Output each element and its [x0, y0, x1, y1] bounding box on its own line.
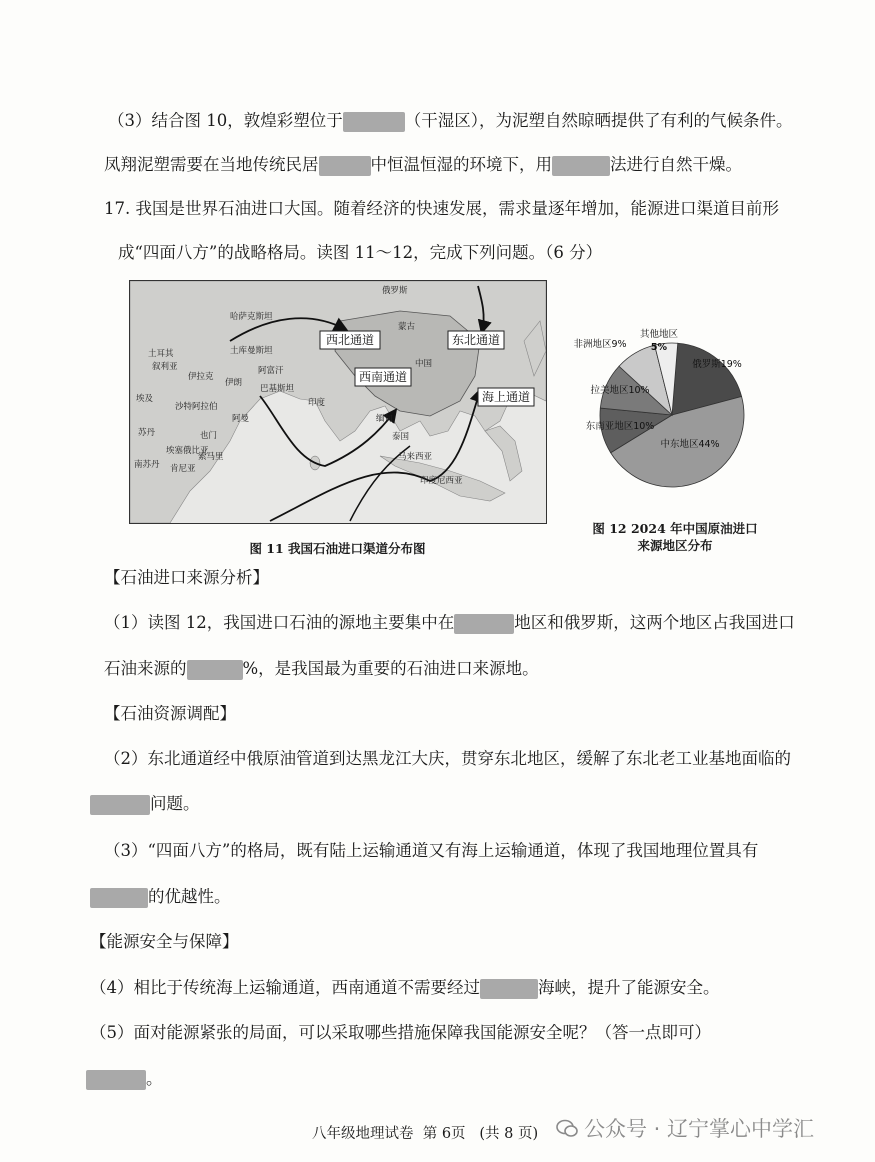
label-afghanistan: 阿富汗	[258, 366, 284, 376]
answer-blank[interactable]	[552, 156, 610, 176]
q16-3-text-d: 中恒温恒湿的环境下，用	[370, 155, 552, 174]
pie-label-4: 非洲地区9%	[573, 339, 627, 350]
label-iraq: 伊拉克	[188, 372, 214, 382]
q1-text-b: 地区和俄罗斯，这两个地区占我国进口	[514, 613, 795, 632]
label-sudan: 苏丹	[138, 428, 156, 438]
label-ethiopia: 埃塞俄比亚	[166, 446, 209, 456]
q5-text-b: 。	[146, 1069, 163, 1088]
oil-import-route-map	[129, 280, 547, 524]
label-yemen: 也门	[200, 431, 218, 441]
q17-stem-line1: 17. 我国是世界石油进口大国。随着经济的快速发展，需求量逐年增加，能源进口渠道目前形	[104, 199, 779, 218]
route-label-southwest	[355, 368, 411, 386]
section-oil-source-analysis: 【石油进口来源分析】	[104, 568, 269, 587]
label-saudi: 沙特阿拉伯	[175, 402, 218, 412]
q16-3-line1	[108, 110, 793, 132]
pie-caption-line2: 来源地区分布	[637, 538, 713, 553]
label-iran: 伊朗	[225, 378, 243, 388]
oil-source-pie-chart	[562, 323, 762, 503]
pie-label-0: 俄罗斯19%	[692, 359, 742, 370]
q16-3-line2	[104, 154, 742, 176]
answer-blank[interactable]	[86, 1070, 146, 1090]
page-footer: 八年级地理试卷 第 6页 (共 8 页)	[312, 1126, 539, 1142]
svg-text:海上通道: 海上通道	[481, 390, 531, 404]
q1-line2	[104, 658, 539, 680]
map-svg	[130, 281, 546, 523]
q17-stem-line2: 成“四面八方”的战略格局。读图 11～12，完成下列问题。（6 分）	[118, 243, 603, 262]
q2-line2	[90, 793, 200, 815]
q5-line2	[86, 1068, 163, 1090]
watermark	[556, 1113, 814, 1143]
answer-blank[interactable]	[187, 660, 243, 680]
label-kenya: 肯尼亚	[170, 464, 196, 474]
pie-label-other-pct: 5%	[650, 342, 668, 353]
pie-caption	[575, 520, 775, 554]
label-turkey: 土耳其	[148, 349, 174, 359]
svg-text:西南通道: 西南通道	[358, 370, 408, 384]
label-south-sudan: 南苏丹	[134, 460, 160, 470]
label-pakistan: 巴基斯坦	[260, 384, 295, 394]
pie-caption-line1: 图 12 2024 年中国原油进口	[592, 521, 758, 536]
label-malaysia: 马来西亚	[398, 452, 433, 462]
q4-line	[90, 977, 720, 999]
route-label-maritime	[478, 388, 534, 406]
q5-line1: （5）面对能源紧张的局面，可以采取哪些措施保障我国能源安全呢？（答一点即可）	[90, 1023, 711, 1042]
section-energy-security: 【能源安全与保障】	[90, 932, 239, 951]
route-label-northwest	[320, 331, 380, 349]
q3-line1: （3）“四面八方”的格局，既有陆上运输通道又有海上运输通道，体现了我国地理位置具有	[104, 841, 759, 860]
q16-3-text-e: 法进行自然干燥。	[610, 155, 742, 174]
label-egypt: 埃及	[136, 394, 154, 404]
route-label-northeast	[448, 331, 504, 349]
pie-label-3: 拉美地区10%	[590, 385, 650, 396]
q2-line1: （2）东北通道经中俄原油管道到达黑龙江大庆，贯穿东北地区，缓解了东北老工业基地面临的	[104, 749, 791, 768]
answer-blank[interactable]	[454, 614, 514, 634]
watermark-text: 公众号 · 辽宁掌心中学汇	[584, 1117, 815, 1141]
wechat-icon	[556, 1119, 578, 1139]
label-oman: 阿曼	[232, 414, 250, 424]
answer-blank[interactable]	[480, 979, 538, 999]
q2-text-b: 问题。	[150, 794, 200, 813]
q4-text-a: （4）相比于传统海上运输通道，西南通道不需要经过	[90, 978, 480, 997]
label-somalia: 索马里	[198, 452, 224, 462]
q16-3-text-c: 凤翔泥塑需要在当地传统民居	[104, 155, 319, 174]
q1-line1	[104, 612, 795, 634]
map-caption: 图 11 我国石油进口渠道分布图	[249, 541, 426, 556]
pie-label-5: 其他地区	[639, 329, 679, 340]
q1-text-d: %，是我国最为重要的石油进口来源地。	[242, 659, 539, 678]
svg-text:西北通道: 西北通道	[325, 333, 375, 347]
label-thailand: 泰国	[392, 432, 410, 442]
q16-3-text-a: （3）结合图 10，敦煌彩塑位于	[108, 111, 343, 130]
label-syria: 叙利亚	[152, 362, 178, 372]
answer-blank[interactable]	[90, 795, 150, 815]
label-china: 中国	[415, 359, 433, 369]
label-mongolia: 蒙古	[398, 322, 416, 332]
svg-text:东北通道: 东北通道	[451, 333, 501, 347]
label-indonesia: 印度尼西亚	[420, 476, 463, 486]
pie-svg	[562, 323, 762, 503]
q4-text-b: 海峡，提升了能源安全。	[538, 978, 720, 997]
q1-text-c: 石油来源的	[104, 659, 187, 678]
label-russia: 俄罗斯	[382, 286, 408, 296]
label-turkmenistan: 土库曼斯坦	[230, 346, 273, 356]
section-oil-allocation: 【石油资源调配】	[104, 704, 236, 723]
q3-line2	[90, 886, 231, 908]
label-kazakhstan: 哈萨克斯坦	[230, 312, 273, 322]
q1-text-a: （1）读图 12，我国进口石油的源地主要集中在	[104, 613, 455, 632]
answer-blank[interactable]	[319, 156, 371, 176]
label-india: 印度	[308, 398, 326, 408]
answer-blank[interactable]	[90, 888, 148, 908]
answer-blank[interactable]	[343, 112, 405, 132]
q3-text-b: 的优越性。	[148, 887, 231, 906]
label-myanmar: 缅甸	[376, 414, 394, 424]
pie-label-1: 中东地区44%	[660, 439, 720, 450]
pie-label-2: 东南亚地区10%	[585, 421, 655, 432]
q16-3-text-b: （干湿区），为泥塑自然晾晒提供了有利的气候条件。	[404, 111, 793, 130]
